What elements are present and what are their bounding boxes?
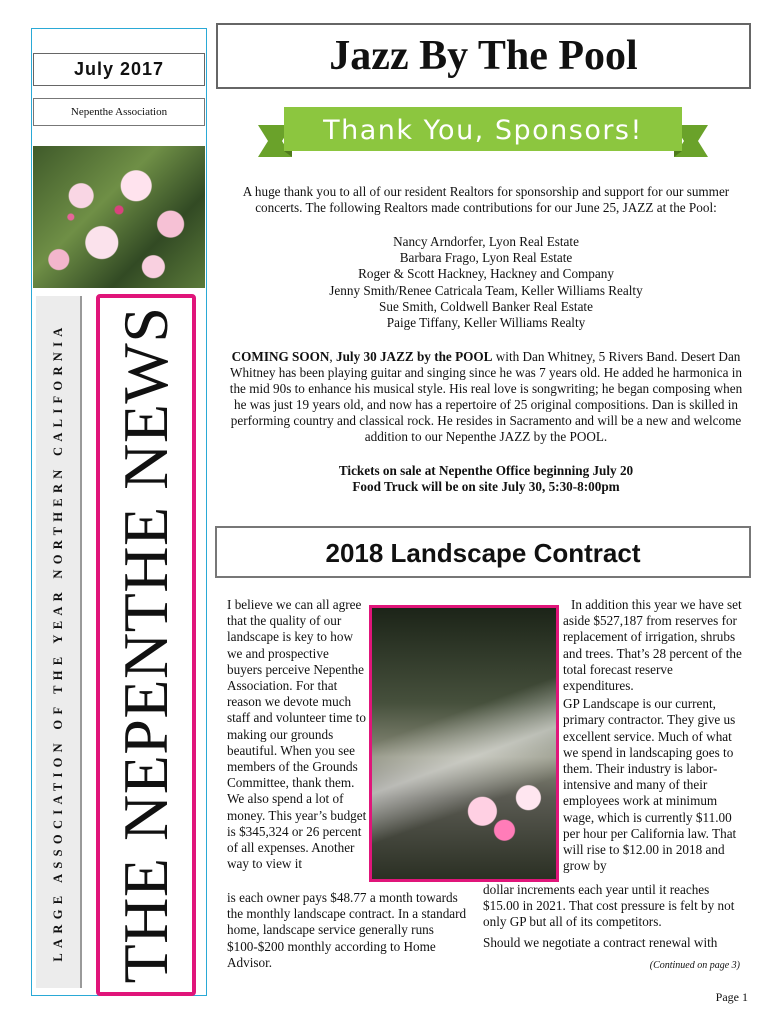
coming-soon-text: with Dan Whitney, 5 Rivers Band. Desert Dan Whitney has been playing guitar and singing since he was 7 years old. He added he harmonica in the mid 90s to enhance his musical style. His real love is songwriting; he began composing when he was just 19 years old, and now has a repertoire of 25 original compositions. Dan is skilled in performing country and classical rock. He resides in Sacramento and will be a new and welcome addition to our Nepenthe JAZZ by the POOL. — [229, 349, 743, 444]
coming-soon-separator: , — [329, 349, 336, 364]
sponsor-item: Nancy Arndorfer, Lyon Real Estate — [393, 234, 579, 249]
sponsor-item: Jenny Smith/Renee Catricala Team, Keller Williams Realty — [329, 282, 643, 298]
landscape-left-column-continued: is each owner pays $48.77 a month towards the monthly landscape contract. In a standard home, landscape service generally runs $100-$200 monthly according to Home Advisor. — [227, 890, 467, 970]
renewal-paragraph: Should we negotiate a contract renewal with — [483, 934, 718, 950]
landscape-tree-photo — [369, 605, 559, 882]
coming-soon-label: COMING SOON — [231, 349, 330, 364]
sponsor-item: Paige Tiffany, Keller Williams Realty — [386, 315, 586, 331]
event-notes — [222, 463, 750, 495]
coming-soon-paragraph — [222, 349, 750, 445]
issue-date: July 2017 — [33, 53, 205, 86]
masthead-title: THE NEPENTHE NEWS — [110, 306, 181, 984]
contractor-paragraph: GP Landscape is our current, primary contractor. They give us excellent service. Much of what we spend in landscaping goes to them. Their industry is labor-intensive and many of their employees work at minimum wage, which is currently $11.00 per hour per California law. That will rise to $12.00 in 2018 and grow by — [563, 696, 737, 874]
landscape-article-title: 2018 Landscape Contract — [215, 526, 751, 578]
tickets-note: Tickets on sale at Nepenthe Office beginning July 20 — [338, 463, 634, 478]
tagline-container — [36, 296, 80, 988]
article-title: Jazz By The Pool — [216, 23, 751, 89]
tagline-text: LARGE ASSOCIATION OF THE YEAR NORTHERN CALIFORNIA — [51, 322, 65, 962]
continued-link[interactable]: (Continued on page 3) — [649, 960, 740, 971]
sponsor-item: Sue Smith, Coldwell Banker Real Estate — [379, 298, 593, 314]
sponsors-intro: A huge thank you to all of our resident Realtors for sponsorship and support for our summer concerts. The following Realtors made contributions for our June 25, JAZZ at the Pool: — [242, 184, 730, 215]
masthead-container — [96, 294, 196, 996]
landscape-right-column-continued — [483, 882, 745, 951]
landscape-right-column — [563, 597, 743, 874]
association-name: Nepenthe Association — [33, 98, 205, 126]
banner-text: Thank You, Sponsors! — [323, 115, 643, 146]
page-number: Page 1 — [715, 990, 748, 1004]
coming-soon-date: July 30 JAZZ by the POOL — [336, 349, 493, 364]
food-truck-note: Food Truck will be on site July 30, 5:30-8:00pm — [352, 479, 620, 494]
sponsor-item: Roger & Scott Hackney, Hackney and Company — [358, 266, 614, 282]
azalea-flower-photo — [33, 146, 205, 288]
sponsor-item: Barbara Frago, Lyon Real Estate — [399, 250, 573, 266]
wage-paragraph: dollar increments each year until it reaches $15.00 in 2021. That cost pressure is felt by not only GP but all of its competitors. — [483, 882, 735, 930]
reserves-paragraph: In addition this year we have set aside $527,187 from reserves for replacement of irrigation, shrubs and trees. That’s 28 percent of the total forecast reserve expenditures. — [563, 597, 742, 694]
sponsors-banner — [258, 101, 708, 165]
landscape-left-column: I believe we can all agree that the quality of our landscape is key to how we and prospective buyers perceive Nepenthe Association. For that reason we devote much staff and volunteer time to making our grounds beautiful. When you see members of the Grounds Committee, thank them. We also spend a lot of money. This year’s budget is $345,324 or 26 percent of all expenses. Another way to view it — [227, 597, 367, 872]
sponsor-list — [222, 234, 750, 331]
